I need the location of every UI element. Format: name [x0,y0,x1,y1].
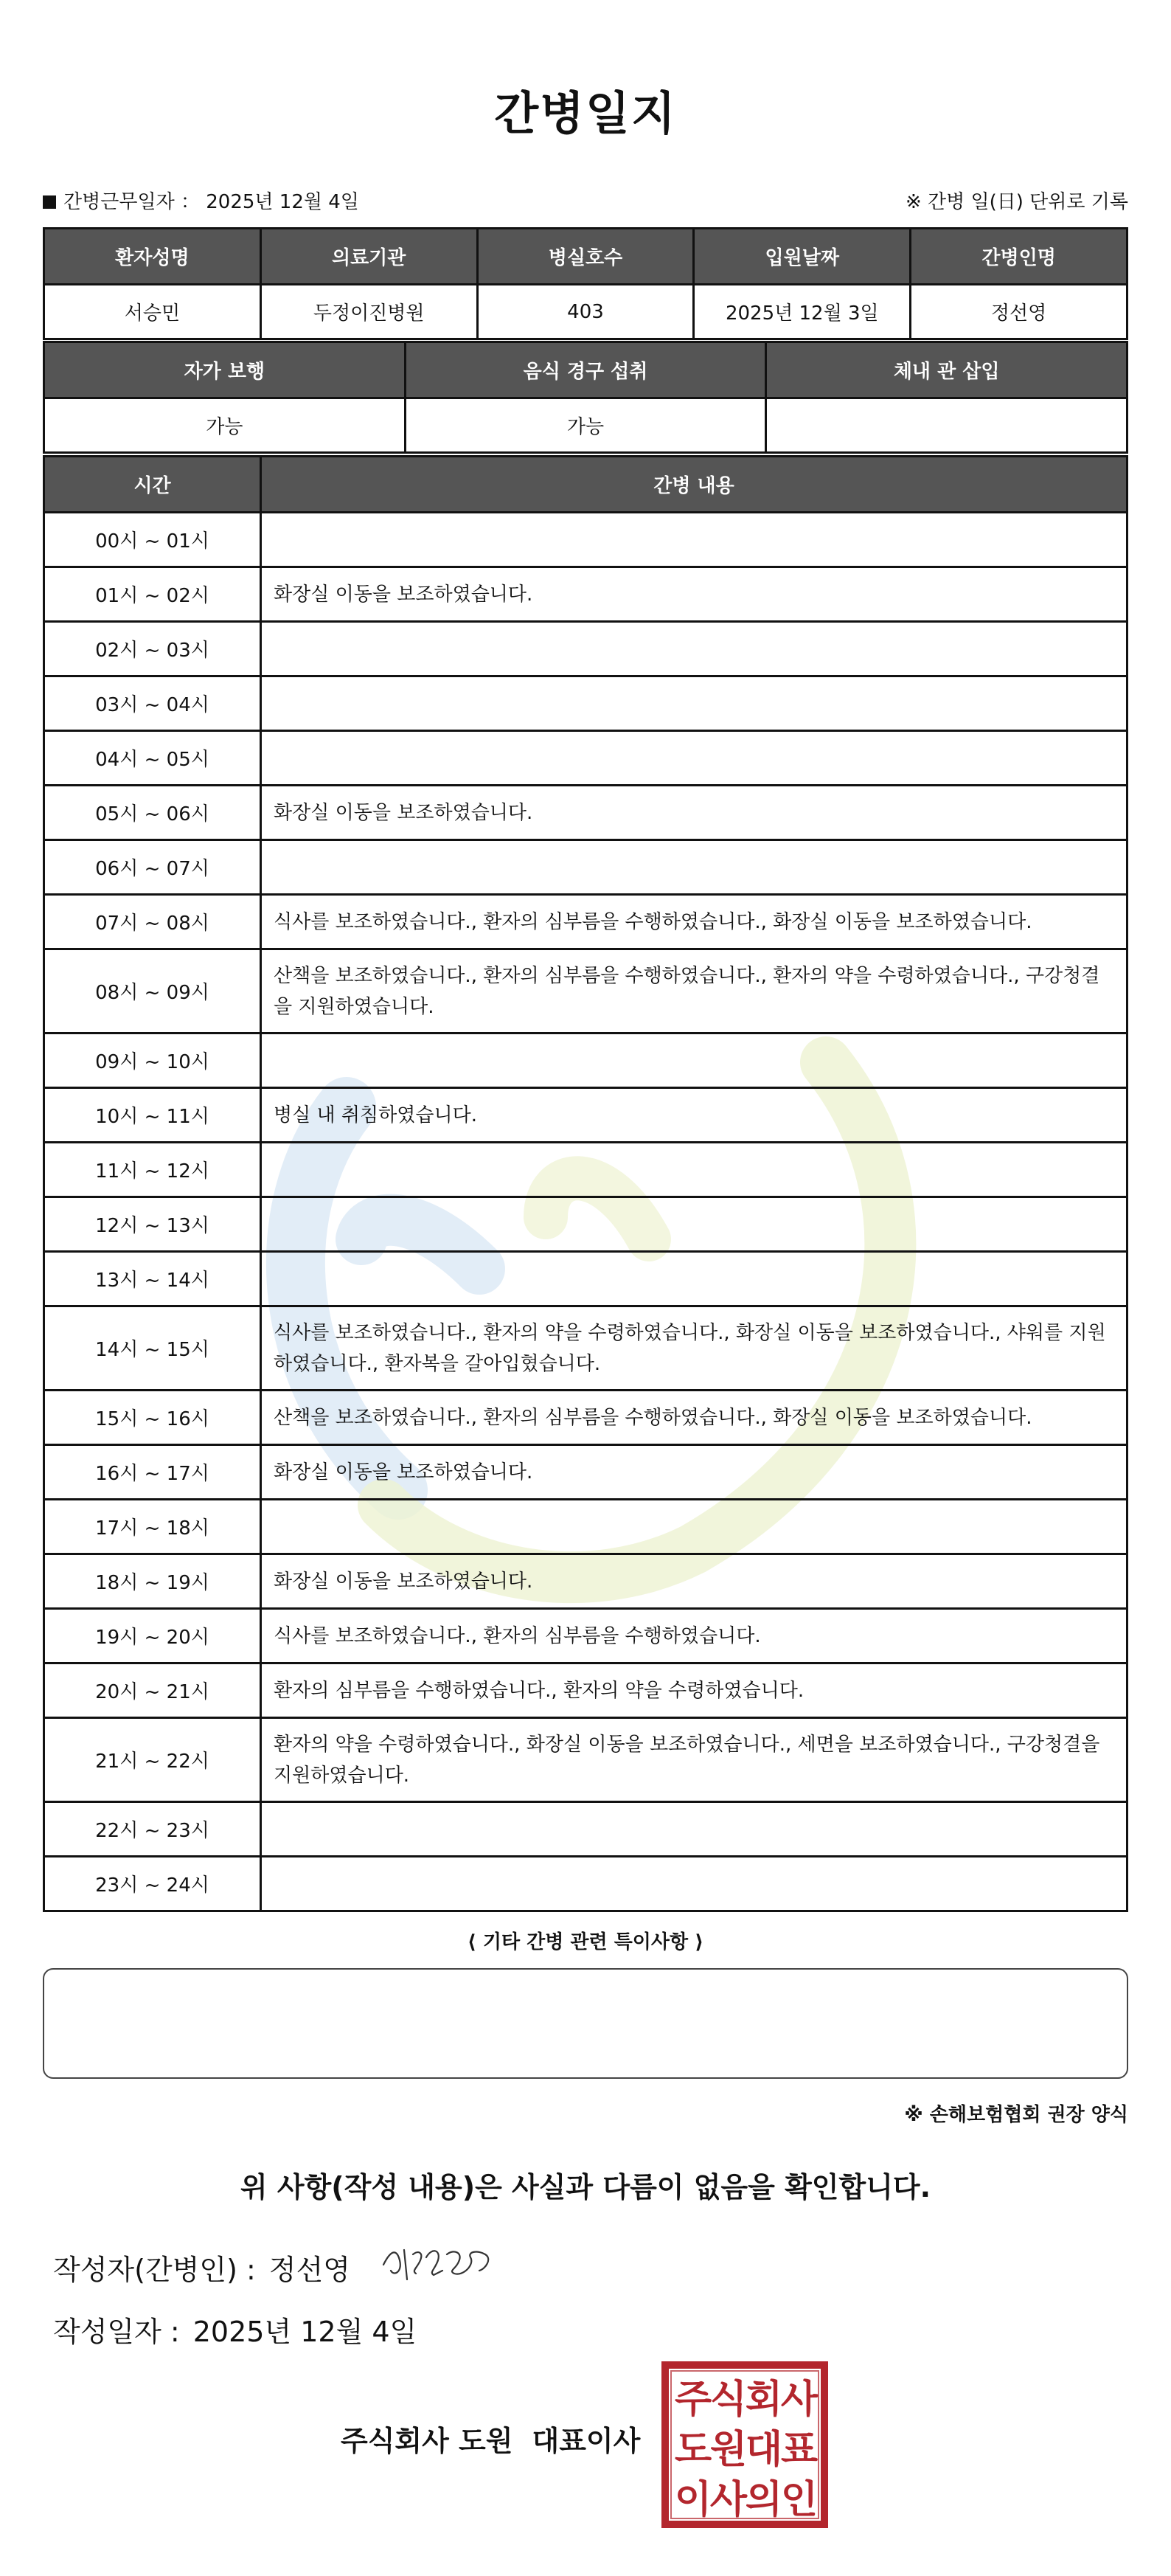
table-row [44,1802,1127,1857]
handwritten-signature [375,2228,507,2294]
table-row [44,1663,1127,1718]
tube-status [766,398,1127,453]
table-row [44,567,1127,622]
table-row [44,1445,1127,1500]
time-cell: 08시 ~ 09시 [44,949,261,1033]
caregiver-name: 정선영 [911,285,1127,339]
svg-text:회: 회 [745,2378,783,2422]
note-cell [261,622,1127,676]
note-cell [261,513,1127,567]
time-cell: 04시 ~ 05시 [44,731,261,786]
time-cell: 01시 ~ 02시 [44,567,261,622]
note-cell [261,840,1127,895]
svg-text:인: 인 [780,2478,819,2522]
table-row [44,1306,1127,1391]
note-cell: 식사를 보조하였습니다., 환자의 심부름을 수행하였습니다. [261,1609,1127,1663]
table-row [44,1554,1127,1609]
table-row [44,1143,1127,1197]
write-date-line [53,2309,417,2350]
time-cell: 22시 ~ 23시 [44,1802,261,1857]
writer-label: 작성자(간병인) : [53,2254,256,2286]
work-date-label: 간병근무일자 [63,191,175,213]
company-seal-stamp [661,2361,829,2529]
note-cell: 화장실 이동을 보조하였습니다. [261,1554,1127,1609]
time-cell: 14시 ~ 15시 [44,1306,261,1391]
note-cell [261,1197,1127,1252]
company-role: 대표이사 [532,2425,641,2457]
svg-text:원: 원 [709,2428,748,2472]
table-row [44,513,1127,567]
work-date-value: 2025년 12월 4일 [206,191,359,213]
svg-text:대: 대 [745,2428,783,2472]
time-cell: 19시 ~ 20시 [44,1609,261,1663]
time-cell: 06시 ~ 07시 [44,840,261,895]
note-cell: 환자의 약을 수령하였습니다., 화장실 이동을 보조하였습니다., 세면을 보조하였습니다., 구강청결을 지원하였습니다. [261,1718,1127,1802]
header-hospital: 의료기관 [260,229,477,285]
note-cell: 식사를 보조하였습니다., 환자의 약을 수령하였습니다., 화장실 이동을 보조하였습니다., 샤워를 지원하였습니다., 환자복을 갈아입혔습니다. [261,1306,1127,1391]
svg-text:식: 식 [709,2378,748,2422]
svg-text:의: 의 [745,2478,783,2522]
table-row [44,676,1127,731]
time-cell: 13시 ~ 14시 [44,1252,261,1306]
header-room: 병실호수 [477,229,694,285]
table-row [44,1609,1127,1663]
time-cell: 17시 ~ 18시 [44,1500,261,1554]
time-cell: 03시 ~ 04시 [44,676,261,731]
table-row [44,1391,1127,1445]
time-cell: 18시 ~ 19시 [44,1554,261,1609]
svg-text:도: 도 [674,2428,712,2472]
unit-note: ※ 간병 일(日) 단위로 기록 [905,191,1128,213]
table-row [44,895,1127,949]
svg-text:주: 주 [674,2378,712,2422]
note-cell: 병실 내 취침하였습니다. [261,1088,1127,1143]
table-row [44,1033,1127,1088]
table-row [44,1088,1127,1143]
note-cell [261,1802,1127,1857]
etc-section-title: ⟨ 기타 간병 관련 특이사항 ⟩ [467,1931,704,1953]
table-row [44,1718,1127,1802]
note-cell [261,731,1127,786]
svg-text:표: 표 [780,2428,819,2472]
table-row [44,731,1127,786]
write-date-label: 작성일자 : [53,2316,180,2348]
time-cell: 23시 ~ 24시 [44,1857,261,1911]
oral-intake-status: 가능 [405,398,766,453]
header-oral-intake: 음식 경구 섭취 [405,342,766,398]
meta-row [43,187,1128,216]
hospital: 두정이진병원 [260,285,477,339]
table-row [44,1252,1127,1306]
time-cell: 11시 ~ 12시 [44,1143,261,1197]
time-cell: 07시 ~ 08시 [44,895,261,949]
writer-line [53,2247,350,2288]
note-cell: 화장실 이동을 보조하였습니다. [261,567,1127,622]
patient-info-table [43,227,1128,340]
header-caregiver: 간병인명 [911,229,1127,285]
time-cell: 00시 ~ 01시 [44,513,261,567]
etc-notes-box [43,1968,1128,2079]
form-source-note: ※ 손해보험협회 권장 양식 [904,2104,1128,2126]
header-walking: 자가 보행 [44,342,406,398]
header-admit-date: 입원날짜 [694,229,911,285]
note-cell [261,1252,1127,1306]
time-cell: 12시 ~ 13시 [44,1197,261,1252]
header-tube: 체내 관 삽입 [766,342,1127,398]
header-care-content: 간병 내용 [261,457,1127,513]
table-row [44,1197,1127,1252]
write-date-value: 2025년 12월 4일 [192,2316,417,2348]
walking-status: 가능 [44,398,406,453]
table-row [44,949,1127,1033]
svg-text:사: 사 [780,2378,819,2422]
note-cell [261,1143,1127,1197]
patient-name: 서승민 [44,285,261,339]
time-cell: 05시 ~ 06시 [44,786,261,840]
time-cell: 02시 ~ 03시 [44,622,261,676]
table-row [44,786,1127,840]
time-cell: 09시 ~ 10시 [44,1033,261,1088]
time-cell: 20시 ~ 21시 [44,1663,261,1718]
time-cell: 10시 ~ 11시 [44,1088,261,1143]
table-row [44,840,1127,895]
svg-text:사: 사 [709,2478,748,2522]
table-row [44,1500,1127,1554]
patient-status-table [43,341,1128,454]
table-row [44,1857,1127,1911]
note-cell: 산책을 보조하였습니다., 환자의 심부름을 수행하였습니다., 환자의 약을 수령하였습니다., 구강청결을 지원하였습니다. [261,949,1127,1033]
note-cell: 화장실 이동을 보조하였습니다. [261,1445,1127,1500]
square-bullet-icon [43,195,56,209]
time-cell: 15시 ~ 16시 [44,1391,261,1445]
note-cell [261,676,1127,731]
time-cell: 21시 ~ 22시 [44,1718,261,1802]
writer-name: 정선영 [268,2254,350,2286]
note-cell [261,1857,1127,1911]
confirmation-statement: 위 사항(작성 내용)은 사실과 다름이 없음을 확인합니다. [240,2171,931,2203]
company-name: 주식회사 도원 [341,2425,513,2457]
header-time: 시간 [44,457,261,513]
note-cell: 산책을 보조하였습니다., 환자의 심부름을 수행하였습니다., 화장실 이동을 보조하였습니다. [261,1391,1127,1445]
note-cell: 환자의 심부름을 수행하였습니다., 환자의 약을 수령하였습니다. [261,1663,1127,1718]
document-title: 간병일지 [494,86,677,140]
header-patient-name: 환자성명 [44,229,261,285]
note-cell [261,1033,1127,1088]
table-row [44,622,1127,676]
svg-text:이: 이 [674,2478,712,2522]
care-log-table [43,455,1128,1912]
room-number: 403 [477,285,694,339]
company-signature-line [341,2418,640,2459]
admit-date: 2025년 12월 3일 [694,285,911,339]
note-cell: 식사를 보조하였습니다., 환자의 심부름을 수행하였습니다., 화장실 이동을 보조하였습니다. [261,895,1127,949]
note-cell: 화장실 이동을 보조하였습니다. [261,786,1127,840]
note-cell [261,1500,1127,1554]
work-date: 간병근무일자 ： 2025년 12월 4일 [43,187,359,214]
time-cell: 16시 ~ 17시 [44,1445,261,1500]
